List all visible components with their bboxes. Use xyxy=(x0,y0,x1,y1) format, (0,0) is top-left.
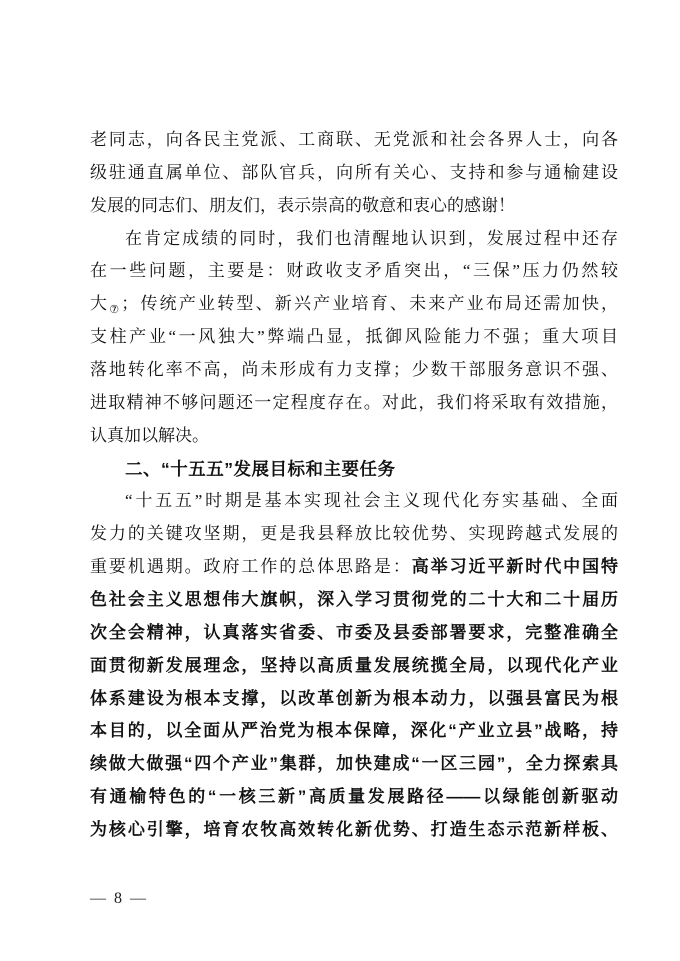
text-line xyxy=(90,781,618,814)
text-line xyxy=(90,190,618,223)
text-run: 级驻通直属单位、部队官兵，向所有关心、支持和参与通榆建设 xyxy=(90,162,618,182)
text-run: 落地转化率不高，尚未形成有力支撑；少数干部服务意识不强、 xyxy=(90,360,618,380)
text-line xyxy=(90,255,618,288)
text-run: “十五五”时期是基本实现社会主义现代化夯实基础、全面 xyxy=(125,491,618,511)
text-line xyxy=(90,124,618,157)
text-line xyxy=(90,518,618,551)
text-run: 重要机遇期。政府工作的总体思路是： xyxy=(90,557,412,577)
text-run: 有通榆特色的“一核三新”高质量发展路径——以绿能创新驱动 xyxy=(90,787,618,807)
text-run: 色社会主义思想伟大旗帜，深入学习贯彻党的二十大和二十届历 xyxy=(90,590,618,610)
text-run: 在一些问题，主要是：财政收支矛盾突出，“三保”压力仍然较 xyxy=(90,261,618,281)
text-line xyxy=(90,814,618,847)
section-heading xyxy=(90,453,618,486)
text-run: 续做大做强“四个产业”集群，加快建成“一区三园”，全力探索具 xyxy=(90,754,618,774)
text-line xyxy=(90,650,618,683)
text-run: 次全会精神，认真落实省委、市委及县委部署要求，完整准确全 xyxy=(90,622,618,642)
text-line xyxy=(90,584,618,617)
text-run: 二、“十五五”发展目标和主要任务 xyxy=(125,458,396,479)
text-run: 认真加以解决。 xyxy=(90,425,209,445)
text-run: ；传统产业转型、新兴产业培育、未来产业布局还需加快， xyxy=(121,294,618,314)
text-line xyxy=(90,551,618,584)
text-run: 面贯彻新发展理念，坚持以高质量发展统揽全局，以现代化产业 xyxy=(90,655,618,675)
text-line xyxy=(90,354,618,387)
text-line xyxy=(90,387,618,420)
text-run: 为核心引擎，培育农牧高效转化新优势、打造生态示范新样板、 xyxy=(90,820,618,840)
text-line xyxy=(90,683,618,716)
text-run: 进取精神不够问题还一定程度存在。对此，我们将采取有效措施， xyxy=(90,392,618,412)
text-run: 高举习近平新时代中国特 xyxy=(411,557,618,577)
text-line xyxy=(90,321,618,354)
text-run: 发力的关键攻坚期，更是我县释放比较优势、实现跨越式发展的 xyxy=(90,524,618,544)
text-run: 本目的，以全面从严治党为根本保障，深化“产业立县”战略，持 xyxy=(90,721,618,741)
text-line xyxy=(90,288,618,321)
text-run: 体系建设为根本支撑，以改革创新为根本动力，以强县富民为根 xyxy=(90,688,618,708)
text-run: 大 xyxy=(90,294,110,314)
text-run: 老同志，向各民主党派、工商联、无党派和社会各界人士，向各 xyxy=(90,130,618,149)
text-run: 在肯定成绩的同时，我们也清醒地认识到，发展过程中还存 xyxy=(125,228,618,248)
text-line xyxy=(90,485,618,518)
text-line xyxy=(90,157,618,190)
footnote-marker: ⑦ xyxy=(109,304,122,317)
document-body xyxy=(90,124,618,847)
text-run: 支柱产业“一风独大”弊端凸显，抵御风险能力不强；重大项目 xyxy=(90,327,618,347)
text-run: 发展的同志们、朋友们，表示崇高的敬意和衷心的感谢！ xyxy=(90,195,515,215)
text-line xyxy=(90,617,618,650)
text-line xyxy=(90,223,618,256)
text-line xyxy=(90,748,618,781)
text-line xyxy=(90,715,618,748)
page-number: — 8 — xyxy=(90,890,148,907)
text-line xyxy=(90,420,618,453)
